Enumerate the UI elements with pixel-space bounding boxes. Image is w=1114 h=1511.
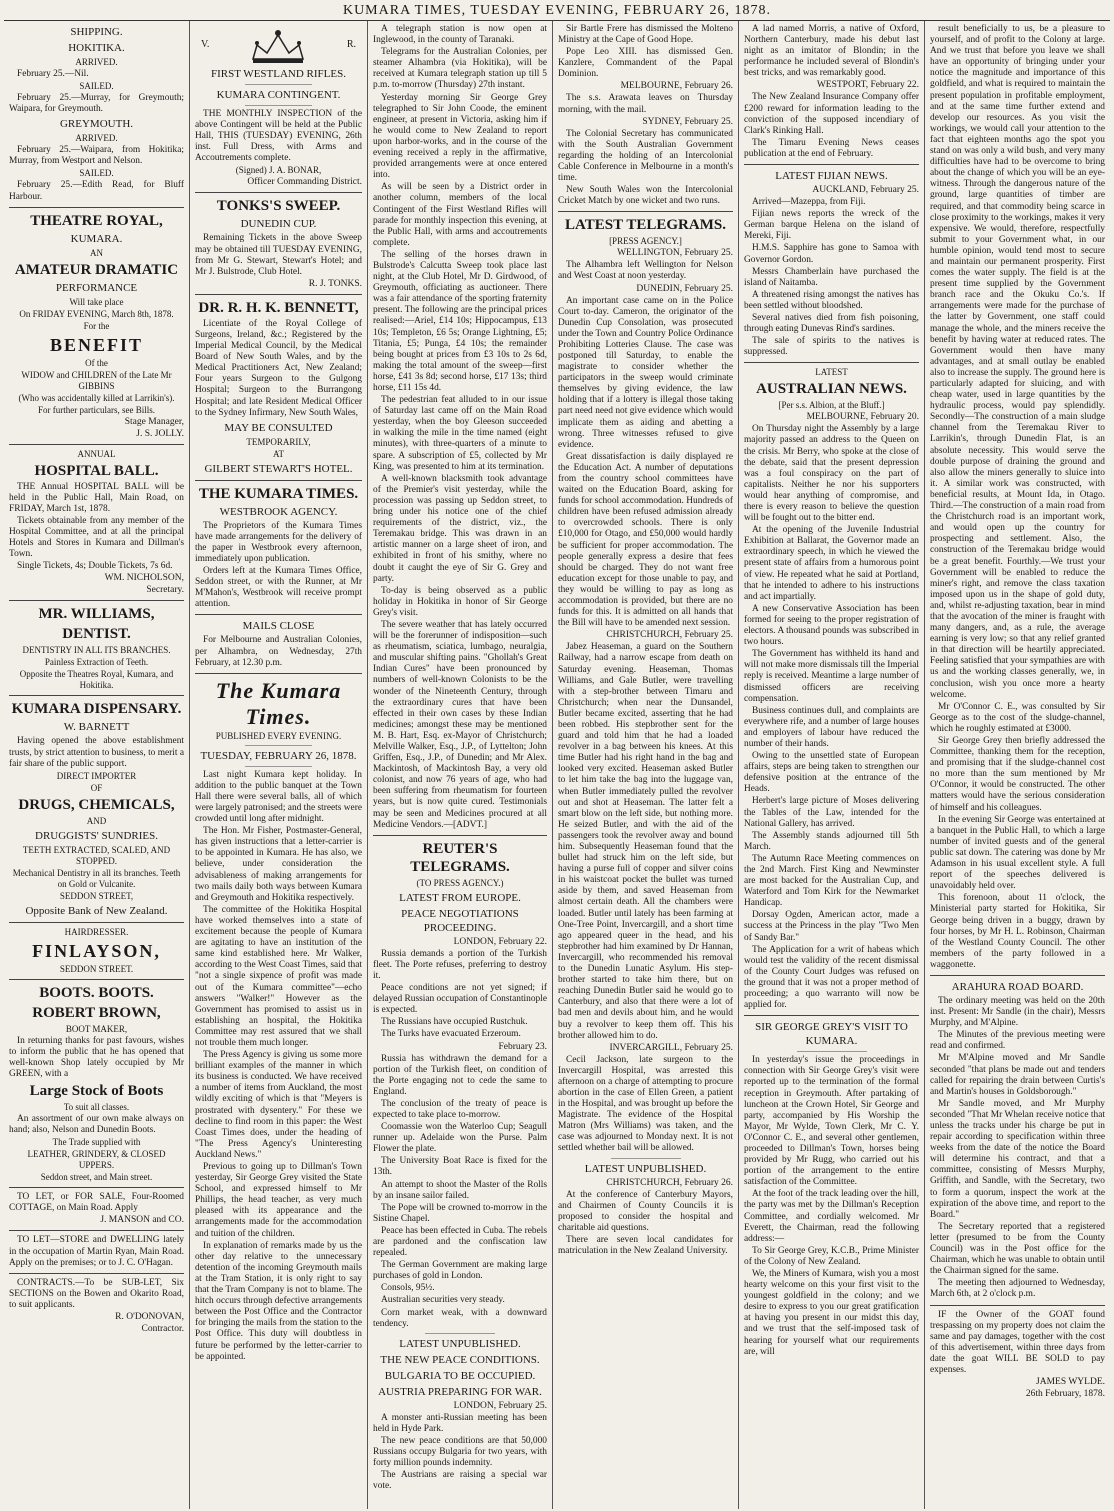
contingent-heading: KUMARA CONTINGENT.: [216, 89, 341, 101]
telegram: Russia demands a portion of the Turkish fleet. The Porte refuses, preferring to destroy it.: [373, 948, 547, 981]
telegram: Pope Leo XIII. has dismissed Gen. Kanzlere, Commandent of the Papal Dominion.: [558, 47, 733, 80]
news-paragraph: As will be seen by a District order in another column, members of the local Contingent of the First Westland Rifles will parade for monthly inspection this evening, at the Public Hall, with arms and accoutrements complete.: [373, 182, 547, 248]
divider: [9, 1273, 184, 1274]
kumara-times-heading: THE KUMARA TIMES.: [198, 485, 359, 502]
dateline: INVERCARGILL, February 25.: [609, 1042, 733, 1053]
greymouth-sailed: February 25.—Edith Read, for Bluff Harbour.: [9, 180, 184, 202]
barnett-text: Having opened the above establishment trusts, by strict attention to business, to merit a fair share of the public support.: [9, 736, 184, 769]
williams-heading: MR. WILLIAMS,: [38, 606, 155, 623]
news-paragraph: Mr O'Connor C. E., was consulted by Sir George as to the cost of the sludge-channel, which he roughly estimated at £3000.: [930, 701, 1105, 734]
australian-news-heading: AUSTRALIAN NEWS.: [756, 381, 907, 398]
divider: [797, 1051, 867, 1052]
divider: [744, 164, 919, 165]
amateur-dramatic: AMATEUR DRAMATIC: [14, 261, 179, 278]
dateline: SYDNEY, February 25.: [642, 116, 733, 127]
suit-all: To suit all classes.: [63, 1102, 130, 1113]
telegram: The Turks have evacuated Erzeroum.: [381, 1029, 521, 1040]
leather-grindery: LEATHER, GRINDERY, & CLOSED UPPERS.: [27, 1149, 166, 1171]
news-paragraph: This forenoon, about 11 o'clock, the Ministerial party started for Hokitika, Sir George being driven in a buggy, drawn by four horses, by Mr H. L. Robinson, Chairman of the Westland County Council. The other members of the party followed in a waggonette.: [930, 893, 1105, 970]
opposite-bank: Opposite Bank of New Zealand.: [25, 904, 168, 917]
greymouth-heading: GREYMOUTH.: [59, 118, 134, 131]
news-paragraph: In yesterday's issue the proceedings in connection with Sir George Grey's visit were reported up to the termination of the formal reception in Greymouth. After partaking of luncheon at the Crown Hotel, Sir George and party, accompanied by His Worship the Mayor, Mr Wylde, Town Clerk, Mr C. Y. O'Connor C. E., and several other gentlemen, proceeded to Dillman's Town, horses being provided by Mr Rugg, who carried out his portion of the arrangement to the entire satisfaction of the Committee.: [744, 1055, 919, 1188]
annual-label: ANNUAL: [77, 448, 116, 459]
column-1: [4, 21, 190, 1509]
news-paragraph: The Government has withheld its hand and will not make more dismissals till the Imperial reply is received. Meantime a large number of dismissed officers are receiving compensation.: [744, 649, 919, 704]
editorial-dateline: TUESDAY, FEBRUARY 26, 1878.: [200, 749, 357, 762]
latest-unpublished: LATEST UNPUBLISHED.: [584, 1162, 707, 1175]
dateline: WESTPORT, February 22.: [816, 80, 919, 91]
divider: [9, 1187, 184, 1188]
telegram: Several natives died from fish poisoning, through eating Dunevas Rind's sardines.: [744, 312, 919, 335]
secretary-label: Secretary.: [146, 585, 184, 596]
westbrook-text-2: Orders left at the Kumara Times Office, Seddon street, or with the Runner, at Mr M'Mahon's, Westbrook will receive prompt attention.: [195, 566, 362, 610]
news-paragraph: The Secretary reported that a registered letter (presumed to be from the County Council) was in the Post office for the Chairman, which he was unable to obtain until the Chairman signed for the same.: [930, 1221, 1105, 1277]
telegram: The sale of spirits to the natives is suppressed.: [744, 336, 919, 358]
news-paragraph: The meeting then adjourned to Wednesday, March 6th, at 2 o'clock p.m.: [930, 1278, 1105, 1300]
news-paragraph: On Thursday night the Assembly by a large majority passed an address to the Queen on the crisis. Mr Berry, who spoke at the close of the debate, said that the present depression was a foul conspiracy on the part of capitalists. Neither he nor his supporters would hear anything of compromise, and there is every reason to believe the question will be fought out to the bitter end.: [744, 424, 919, 524]
divider: [9, 922, 184, 923]
dateline: LONDON, February 25.: [453, 1400, 547, 1411]
performance-date: On FRIDAY EVENING, March 8th, 1878.: [19, 308, 174, 319]
columns: [4, 21, 1110, 1509]
telegram: At the conference of Canterbury Mayors, and Chairmen of County Councils it is proposed to consider the hospital and charitable aid questions.: [558, 1189, 733, 1233]
will-take-place: Will take place: [69, 296, 124, 307]
dateline: LONDON, February 22.: [453, 936, 547, 947]
news-paragraph: To-day is being observed as a public holiday in Hokitika in honor of Sir George Grey's visit.: [373, 585, 547, 618]
robert-brown-heading: ROBERT BROWN,: [32, 1004, 161, 1021]
goat-notice: IF the Owner of the GOAT found trespassing on my property does not claim the same and pay damages, together with the cost of this advertisement, within three days from date the goat WILL BE SOLD to pay expenses.: [930, 1309, 1105, 1375]
telegram: Sir Bartle Frere has dismissed the Molteno Ministry at the Cape of Good Hope.: [558, 24, 733, 46]
telegram: The s.s. Arawata leaves on Thursday morning, with the mail.: [558, 93, 733, 115]
direct-importer: DIRECT IMPORTER: [56, 770, 137, 781]
grey-visit-heading: SIR GEORGE GREY'S VISIT TO KUMARA.: [755, 1021, 908, 1048]
news-paragraph: At the opening of the Juvenile Industrial Exhibition at Ballarat, the Governor made an extraordinary speech, in which he viewed the present state of affairs from a humorous point of view. He repeated what he said at Portland, that he intended to adhere to his instructions and act impartially.: [744, 525, 919, 602]
mails-close: MAILS CLOSE: [242, 620, 315, 633]
and-label: AND: [86, 815, 107, 826]
wylde-signature: JAMES WYLDE.: [1036, 1377, 1105, 1388]
news-paragraph: A telegraph station is now open at Inglewood, in the county of Taranaki.: [373, 24, 547, 46]
telegram: The Timaru Evening News ceases publication at the end of February.: [744, 137, 919, 159]
telegram: H.M.S. Sapphire has gone to Samoa with Governor Gordon.: [744, 243, 919, 265]
news-paragraph: Owing to the unsettled state of European affairs, steps are being taken to strengthen our defensive position at the entrance of the Heads.: [744, 751, 919, 795]
peace-negotiations: PEACE NEGOTIATIONS PROCEEDING.: [401, 907, 519, 934]
arrived-label-2: ARRIVED.: [75, 133, 118, 144]
news-paragraph: The ordinary meeting was held on the 20th inst. Present: Mr Sandle (in the chair), Messrs Murphy, and M'Alpine.: [930, 995, 1105, 1029]
hokitika-arrived: February 25.—Nil.: [17, 69, 89, 79]
news-paragraph: The selling of the horses drawn in Bulstrode's Calcutta Sweep took place last night, at the Club Hotel, Mr D. Girdwood, of Greymouth, officiating as auctioneer. There was a fair attendance of the sporting fraternity present. The following are the principal prices realised:—Ariel, £14 10s; Hippocampus, £13 10s; Templeton, £6 5s; Orange Lightning, £5; Titania, £5; Punga, £4 10s; the remainder being bought at prices from £3 10s to 2s 6d, making the total amount of the sweep—first horse, £41 3s 8d; second horse, £17 13s; third horse, £11 15s 4d.: [373, 249, 547, 393]
news-paragraph: The Autumn Race Meeting commences on the 2nd March. First King and Newminster are most backed for the Australian Cup, and Waterford and Tom Kirk for the Newmarket Handicap.: [744, 853, 919, 909]
divider: [195, 294, 362, 295]
per-albion: [Per s.s. Albion, at the Bluff.]: [778, 400, 885, 411]
editorial-paragraph: The committee of the Hokitika Hospital have worked themselves into a state of excitement because the people of Kumara are agitating to have an institution of the same kind established here. Mr Walker, according to the West Coast Times, said that "not a single sixpence of profit was made out of the Kumara committee"—echo answers "Walker!" However as the Government has promised to assist us in establishing an hospital, the Hokitika Committee may rest assured that we shall not trouble them much longer.: [195, 904, 362, 1048]
telegram: The University Boat Race is fixed for the 13th.: [373, 1156, 547, 1178]
goat-date: 26th February, 1878.: [1025, 1389, 1105, 1400]
assortment-text: An assortment of our own make always on hand; also, Nelson and Dunedin Boots.: [9, 1114, 184, 1136]
to-let-store: TO LET—STORE and DWELLING lately in the occupation of Martin Ryan, Main Road. Apply on the premises; or to J. C. O'Hagan.: [9, 1235, 184, 1268]
divider: [195, 192, 362, 193]
news-paragraph: Sir George Grey then briefly addressed the Committee, thanking them for the reception, and promising that if the sludge-channel cost no more than the sum mentioned by Mr O'Connor, it would be constructed. The other matters would have the serious consideration of himself and his colleagues.: [930, 736, 1105, 813]
divider: [425, 1333, 495, 1334]
telegram: The Pope will be crowned to-morrow in the Sistine Chapel.: [373, 1202, 547, 1224]
mechanical-dentistry: Mechanical Dentistry in all its branches. Teeth on Gold or Vulcanite.: [12, 867, 181, 889]
published-every-evening: PUBLISHED EVERY EVENING.: [215, 730, 342, 741]
royal-crest: [201, 25, 356, 65]
telegram: New South Wales won the Intercolonial Cricket Match by one wicket and two runs.: [558, 185, 733, 207]
telegram: An important case came on in the Police Court to-day. Cameron, the originator of the Dunedin Cup Consolation, was prosecuted under the Town and Country Police Ordinance Prohibiting Lotteries Clause. The case was postponed till Saturday, to enable the magistrate to consider whether the participators in the sweep would criminate themselves by giving evidence, the law holding that if a lottery is illegal those taking part need need not give evidence which would implicate them as aiding and abetting a wrong. Three witnesses refused to give evidence.: [558, 295, 733, 450]
telegram: An attempt to shoot the Master of the Rolls by an insane sailor failed.: [373, 1179, 547, 1201]
telegram: Peace has been effected in Cuba. The rebels are pardoned and the confiscation law repealed.: [373, 1225, 547, 1259]
news-paragraph: Business continues dull, and complaints are everywhere rife, and a number of large houses and employers of labour have reduced the number of their hands.: [744, 705, 919, 749]
column-3: [368, 21, 553, 1509]
news-paragraph: A well-known blacksmith took advantage of the Premier's visit yesterday, while the procession was passing up Seddon street, to bring under his notice one of the chief requirements of the district, viz., the Teremakau bridge. This was drawn in an artistic manner on a large sheet of iron, and exhibited in front of his smithy, where no doubt it caught the eye of Sir G. Grey and party.: [373, 473, 547, 584]
hokitika-heading: HOKITIKA.: [68, 42, 125, 54]
gilbert-stewart-hotel: GILBERT STEWART'S HOTEL.: [204, 462, 353, 475]
signed-bonar: (Signed) J. A. BONAR,: [235, 165, 322, 176]
tonks-signature: R. J. TONKS.: [308, 278, 362, 289]
divider: [930, 1305, 1105, 1306]
particulars: For further particulars, see Bills.: [38, 404, 155, 415]
news-paragraph: At the foot of the track leading over the hill, the party was met by the Dillman's Reception Committee, and cordially welcomed. Mr Everett, the Chairman, read the following address:—: [744, 1189, 919, 1244]
news-paragraph: Mr Sandle moved, and Mr Murphy seconded "That Mr Whelan receive notice that unless the tracks under his charge be put in repair according to specification within three weeks from the date of the notice the Board will determine his contract, and that a committee, consisting of Messrs Murphy, Griffith, and Sandle, with the Secretary, two to form a quorum, inspect the work at the expiration of the above time, and report to the Board.": [930, 1098, 1105, 1220]
news-paragraph: A new Conservative Association has been formed for seeing to the proper registration of electors. A thousand pounds was subscribed in two hours.: [744, 603, 919, 648]
telegram: Russia has withdrawn the demand for a portion of the Turkish fleet, on condition of the Porte engaging not to cede the same to England.: [373, 1053, 547, 1097]
theatre-place: KUMARA.: [70, 232, 123, 245]
of-label: OF: [90, 782, 103, 793]
column-6: [925, 21, 1110, 1509]
divider: [9, 207, 184, 208]
theatre-royal-heading: THEATRE ROYAL,: [30, 212, 163, 229]
dateline: WELLINGTON, February 25.: [617, 248, 733, 259]
greymouth-arrived: February 25.—Waipara, from Hokitika; Murray, from Westport and Nelson.: [9, 145, 184, 167]
divider: [930, 975, 1105, 976]
telegram: Fijian news reports the wreck of the German barque Helena on the island of Mereki, Fiji.: [744, 209, 919, 242]
hospital-ball-text: THE Annual HOSPITAL BALL will be held in the Public Hall, Main Road, on FRIDAY, March 1st, 1878.: [9, 481, 184, 514]
press-agency-label: (TO PRESS AGENCY.): [416, 877, 504, 888]
new-peace-conditions: THE NEW PEACE CONDITIONS.: [380, 1353, 540, 1366]
news-paragraph: The Minutes of the previous meeting were read and confirmed.: [930, 1030, 1105, 1052]
column-4: [553, 21, 739, 1509]
telegram: Corn market weak, with a downward tendency.: [373, 1307, 547, 1329]
sailed-label-2: SAILED.: [79, 168, 114, 179]
news-paragraph: The Assembly stands adjourned till 5th March.: [744, 830, 919, 852]
may-be-consulted: MAY BE CONSULTED: [224, 421, 333, 434]
boot-maker: BOOT MAKER,: [65, 1023, 128, 1034]
drugs-chemicals: DRUGS, CHEMICALS,: [18, 796, 175, 813]
telegram: Australian securities very steady.: [381, 1295, 505, 1306]
contracts-text: CONTRACTS.—To be SUB-LET, Six SECTIONS on the Bowen and Okarito Road, to suit applicants.: [9, 1277, 184, 1310]
trade-supplied: The Trade supplied with: [52, 1137, 141, 1148]
news-paragraph: Telegrams for the Australian Colonies, per steamer Alhambra (via Hokitika), will be received at Kumara telegraph station up till 5 p.m. to-morrow (Thursday) 27th instant.: [373, 47, 547, 91]
divider: [9, 1230, 184, 1231]
dateline: CHRISTCHURCH, February 26.: [606, 1177, 733, 1188]
dateline: AUCKLAND, February 25.: [812, 185, 919, 196]
hokitika-sailed: February 25.—Murray, for Greymouth; Waipara, for Greymouth.: [9, 93, 184, 115]
mails-text: For Melbourne and Australian Colonies, per Alhambra, on Wednesday, 27th February, at 12.30 p.m.: [195, 635, 362, 668]
news-paragraph: We, the Miners of Kumara, wish you a most hearty welcome on this your first visit to the youngest goldfield in the colony; and we desire to express to you our great gratification at having you present in our midst this day, and we trust that the self-imposed task of hearing for yourself what our requirements are, will: [744, 1269, 919, 1357]
westbrook-agency: WESTBROOK AGENCY.: [219, 505, 338, 518]
editorial-paragraph: The Press Agency is giving us some more brilliant examples of the manner in which its business is conducted. We have received a number of items from Auckland, the most wildly exciting of which is that "Meyers is prostrated with dysentery." For these we decline to find room in this paper: the West Coast Times does, under the heading of "The Press Agency's Uninteresting Auckland News.": [195, 1050, 362, 1160]
telegram: The German Government are making large purchases of gold in London.: [373, 1260, 547, 1282]
telegram: There are seven local candidates for matriculation in the New Zealand University.: [558, 1234, 733, 1256]
telegram: Messrs Chamberlain have purchased the island of Naitamba.: [744, 266, 919, 288]
divider: [611, 1158, 681, 1159]
news-paragraph: The Application for a writ of habeas which would test the validity of the recent dismissal of the County Court Judges was refused on the ground that it was not a proper method of proceeding; a quo warranto will now be applied for.: [744, 944, 919, 1011]
of-the: Of the: [85, 357, 108, 368]
at-label: AT: [273, 448, 284, 459]
editorial-paragraph: Last night Kumara kept holiday. In addition to the public banquet at the Town Hall there were several balls, all of which were largely patronised; and the streets were crowded until long after midnight.: [195, 769, 362, 825]
divider: [744, 1015, 919, 1016]
crest-r: R.: [346, 39, 356, 51]
to-let-cottage: TO LET, or FOR SALE, Four-Roomed COTTAGE, on Main Road. Apply: [9, 1192, 184, 1214]
telegram: Jabez Heaseman, a guard on the Southern Railway, had a narrow escape from death on Saturday evening. Heaseman, Thomas Williams, and Gale Butler, were travelling with a step-brother between Timaru and Christchurch; when near the Dunsandel, Butler became excited, asserting that he had been robbed. His stepbrother sent for the guard and told him that he had a loaded revolver in a bag between his knees. At this time Butler had his right hand in the bag and looked very excited. Heaseman asked Butler to let him take the bag into the luggage van, when Butler immediately pulled the revolver out and shot at Heaseman. The latter felt a smart blow on the left side, but nothing more. He seized Butler, and with the aid of the passengers took the revolver away and bound him. Subsequently Heaseman found that the bullet had struck him on the left side, but having a purse full of copper and silver coins in his waistcoat pocket the bullet was turned aside by them, and saved Heaseman from almost certain death. All the chambers were loaded. Butler until lately has been farming at One-Tree Point, Invercargill, and a short time ago appeared queer in the head, and his stepbrother had him examined by Dr Hannan, Invercargill, who recommended his removal to the Dunedin Lunatic Asylum. His step-brother started to take him there, but on reaching Dunedin Butler said he would go to Canterbury, and also that there were a lot of bad men and devils about him, and he would buy a revolver to keep them off. This his brother allowed him to do.: [558, 642, 733, 1041]
dispensary-heading: KUMARA DISPENSARY.: [11, 701, 182, 718]
officer-commanding: Officer Commanding District.: [247, 177, 362, 188]
news-paragraph: In the evening Sir George was entertained at a banquet in the Public Hall, to which a large number of invited guests and of the general public sat down. The catering was done by Mr Adamson in his usual excellent style. A full report of the speeches delivered is unavoidably held over.: [930, 814, 1105, 892]
benefit-heading: BENEFIT: [49, 334, 144, 355]
rifles-heading: FIRST WESTLAND RIFLES.: [211, 68, 346, 80]
telegram: A lad named Morris, a native of Oxford, Northern Canterbury, made his debut last night as an imitator of Blondin; in the performance he included several of Blondin's best tricks, and was remarkably good.: [744, 24, 919, 79]
finlayson-heading: FINLAYSON,: [32, 940, 161, 961]
address-salutation: To Sir George Grey, K.C.B., Prime Minister of the Colony of New Zealand.: [744, 1245, 919, 1267]
crest-v: V.: [201, 39, 210, 51]
news-paragraph: Mr M'Alpine moved and Mr Sandle seconded "that plans be made out and tenders called for repairing the drain between Curtis's and Martin's houses in Goldsborough.": [930, 1053, 1105, 1097]
dateline: MELBOURNE, February 20.: [806, 412, 919, 423]
telegram: A threatened rising amongst the natives has been settled without bloodshed.: [744, 289, 919, 311]
news-paragraph: Dorsay Ogden, American actor, made a success at the Princess in the play "Two Men of Sandy Bar.": [744, 910, 919, 943]
hospital-ball-heading: HOSPITAL BALL.: [34, 462, 159, 479]
news-paragraph: The pedestrian feat alluded to in our issue of Saturday last came off on the Main Road yesterday, when the boy Gleeson succeeded in walking the mile in the time named (eight minutes), with three-quarters of a minute to spare. A subscription of £5, collected by Mr King, was presented to him at its termination.: [373, 395, 547, 472]
ticket-prices: Single Tickets, 4s; Double Tickets, 7s 6d.: [17, 561, 173, 572]
contractor-label: Contractor.: [141, 1324, 184, 1334]
divider: [373, 835, 547, 836]
seddon-main: Seddon street, and Main street.: [40, 1172, 153, 1183]
crown-icon: [243, 25, 313, 65]
teeth-extracted: TEETH EXTRACTED, SCALED, AND STOPPED.: [22, 844, 171, 866]
fijian-news-heading: LATEST FIJIAN NEWS.: [775, 170, 888, 183]
dentist-address: Opposite the Theatres Royal, Kumara, and Hokitika.: [19, 669, 174, 691]
for-the: For the: [83, 320, 110, 331]
arahura-heading: ARAHURA ROAD BOARD.: [951, 980, 1084, 993]
divider: [9, 695, 184, 696]
divider: [195, 480, 362, 481]
press-agency-label: [PRESS AGENCY.]: [609, 236, 682, 247]
telegram: Consols, 95½.: [381, 1283, 435, 1294]
divider: [195, 614, 362, 615]
stage-manager: Stage Manager,: [124, 416, 184, 427]
austria-war: AUSTRIA PREPARING FOR WAR.: [378, 1385, 542, 1398]
column-5: [739, 21, 925, 1509]
accident-note: (Who was accidentally killed at Larrikin's).: [18, 392, 175, 403]
address-continued: result beneficially to us, be a pleasure to yourself, and of profit to the Colony at large. And we trust that before you leave we shall have an opportunity of bringing under your notice the magnitude and importance of this goldfield, and what is required to maintain the present population in profitable employment, and at the same time further extend and develop our resources. As you visit the workings, we would call your attention to the fact that eighteen months ago the spot you stand on was only a wild bush, and very many difficulties have had to be overcome to bring about the change of which you will be an eye-witness. Through the dangerous nature of the ground, large quantities of timber are required, and that commodity being scarce in close proximity to the workings, makes it very expensive. We would, therefore, respectfully submit to your Government what, in our humble opinion, would tend most to secure and maintain our permanent prosperity. First comes the water supply. The field is at the present time supplied by the Government branch race and the Okuku Co.'s. If arrangements were made for the purchase of the latter by Government, one staff could manage the whole, and the miners receive the benefit by having water at reduced rates. The Government would then have many advantages, and at small outlay be enabled also to increase the supply. The ground here is particularly adapted for sluicing, and with cheap water, used in large quantities by the hydraulic process, would pay splendidly. Secondly—The construction of a main sludge channel from the Teremakau River to Larrikin's, through Dunedin Flat, is an absolute necessity. This would serve the double purpose of draining the ground and also allow the miners generally to sluice into it. A similar work was constructed, with beneficial results, at Mount Ida, in Otago. Third.—The construction of a main road from the Christchurch road is an important work, and would open up the country for prospecting and settlement. Also, the construction of the Teremakau bridge would be a great benefit. Fourthly.—We trust your Government will be enabled to reduce the miner's right, and remove the class taxation imposed upon us in the shape of gold duty, and, whilst re-adjusting taxation, bear in mind that the avocation of the miner is fraught with many dangers, and, as a rule, the average earning is very low; so that any relief granted in that direction will be heartily appreciated. Feeling satisfied that your sympathies are with us and the working classes generally, we, in conclusion, wish you once more a hearty welcome.: [930, 24, 1105, 700]
widow-children: WIDOW and CHILDREN of the Late Mr GIBBINS: [21, 369, 172, 391]
dentist-heading: DENTIST.: [62, 626, 131, 643]
bulgaria-occupied: BULGARIA TO BE OCCUPIED.: [384, 1369, 536, 1382]
dateline: DUNEDIN, February 25.: [636, 283, 733, 294]
divider: [9, 979, 184, 980]
divider: [558, 211, 733, 212]
telegram: Great dissatisfaction is daily displayed re the Education Act. A number of deputations from the country school committees have waited on the Education Board, asking for funds for school accommodation. Hundreds of children have been refused admission already to overcrowded schools. There is only £10,000 for Otago, and £50,000 would hardly be sufficient for proper accommodation. The people generally express a desire that fees should be charged. They do not want free education except for those unable to pay, and they would be willing to pay as long as accommodation is provided, but there are no funds for this. It is admitted on all hands that the Bill will have to be amended next session.: [558, 451, 733, 629]
telegram: The Colonial Secretary has communicated with the South Australian Government regarding the holding of an Intercolonial Cable Conference in Melbourne in a month's time.: [558, 128, 733, 184]
bennett-text: Licentiate of the Royal College of Surgeons, Ireland, &c.; Registered by the Imperial Medical Council, by the Medical Board of New South Wales, and by the Medical Practitioners Act, New Zealand; Four years Surgeon to the Gulgong Hospital; Surgeon to the Burrangong Hospital; and late Resident Medical Officer to the Sydney Infirmary, New South Wales,: [195, 318, 362, 418]
divider: [744, 362, 919, 363]
latest-europe: LATEST FROM EUROPE.: [399, 891, 521, 904]
telegram: The New Zealand Insurance Company offer £200 reward for information leading to the conviction of the supposed incendiary of Clark's Rinking Hall.: [744, 92, 919, 136]
news-paragraph: The severe weather that has lately occurred will be the forerunner of indisposition—such as rheumatism, sciatica, lumbago, neuralgia, and muscular shifting pains. "Ghollah's Great Indian Cures" have been pronounced by numbers of well-known Colonists to be the wonder of the Nineteenth Century, through the extraordinary cures that have been effected in their own cases by these Indian medicines; amongst these may be mentioned M. B. Hart, Esq. ex-Mayor of Christchurch; Melville Walker, Esq., J.P., of Lyttelton; John Griffen, Esq., J.P., of Dunedin; and Mr Alex. Mackintosh, of Mackintosh Bay, a very old colonist, and now 76 years of age, who had been suffering from rheumatism for fourteen years, but is now quite cured. Testimonials may be seen and Medicines procured at all Medicine Vendors.—[ADVT.]: [373, 619, 547, 830]
divider: [245, 105, 312, 106]
seddon-street: SEDDON STREET,: [59, 890, 134, 901]
reuters-heading: REUTER'S TELEGRAMS.: [410, 840, 510, 875]
telegram: Coomassie won the Waterloo Cup; Seagull runner up. Adelaide won the Purse. Palm Flower the plate.: [373, 1122, 547, 1155]
latest-unpublished: LATEST UNPUBLISHED.: [399, 1337, 521, 1350]
latest-label: LATEST: [815, 367, 848, 378]
latest-telegrams-heading: LATEST TELEGRAMS.: [565, 217, 726, 234]
dentistry-branches: DENTISTRY IN ALL ITS BRANCHES.: [22, 645, 171, 656]
telegram: The new peace conditions are that 50,000 Russians occupy Bulgaria for two years, with forty million pounds indemnity.: [373, 1435, 547, 1469]
tonks-text: Remaining Tickets in the above Sweep may be obtained till TUESDAY EVENING, from Mr G. Stewart, Stewart's Hotel; and Mr J. Bulstrode, Club Hotel.: [195, 233, 362, 277]
bennett-heading: DR. R. H. K. BENNETT,: [198, 299, 359, 316]
manson-signature: J. MANSON and CO.: [100, 1215, 184, 1226]
tickets-text: Tickets obtainable from any member of the Hospital Committee, and at all the principal Hotels and Stores in Kumara and Dillman's Town.: [9, 515, 184, 560]
dateline: CHRISTCHURCH, February 25.: [606, 630, 733, 641]
divider: [195, 673, 362, 674]
editorial-paragraph: Previous to going up to Dillman's Town yesterday, Sir George Grey visited the State School, and expressed himself to Mr Phillips, the head teacher, as very much pleased with its appearance and the arrangements made for the accommodation and tuition of the children.: [195, 1162, 362, 1239]
news-paragraph: Herbert's large picture of Moses delivering the Tables of the Law, intended for the National Gallery, has arrived.: [744, 796, 919, 829]
dunedin-cup: DUNEDIN CUP.: [240, 218, 317, 231]
divider: [9, 600, 184, 601]
performance: PERFORMANCE: [55, 281, 138, 294]
telegram: A monster anti-Russian meeting has been held in Hyde Park.: [373, 1412, 547, 1434]
temporarily: TEMPORARILY,: [246, 436, 311, 447]
odonovan-signature: R. O'DONOVAN,: [115, 1312, 184, 1322]
hairdresser-label: HAIRDRESSER.: [64, 926, 129, 937]
telegram: Arrived—Mazeppa, from Fiji.: [752, 197, 866, 208]
nameplate: The Kumara Times.: [215, 677, 342, 729]
arrived-label: ARRIVED.: [75, 57, 118, 67]
sailed-label: SAILED.: [79, 81, 114, 92]
news-paragraph: Yesterday morning Sir George Grey telegraphed to Sir John Coode, the eminent engineer, at present in Victoria, asking him if he would come to New Zealand to report upon harbor-works, and in the course of the evening received a reply in the affirmative, provided arrangements were at once entered into.: [373, 92, 547, 181]
boots-heading: BOOTS. BOOTS.: [39, 984, 154, 1001]
divider: [245, 766, 312, 767]
telegram: Cecil Jackson, late surgeon to the Invercargill Hospital, was arrested this afternoon on a charge of attempting to procure abortion in the case of Ellen Green, a patient in the Hospital, and was brought up before the Magistrate. The evidence of the Hospital Matron (Mrs Williams) was taken, and the case was adjourned to Monday next. It is not settled whether bail will be allowed.: [558, 1054, 733, 1154]
editorial-paragraph: The Hon. Mr Fisher, Postmaster-General, has given instructions that a letter-carrier is to be appointed in Kumara. He has also, we believe, under consideration the advisableness of making arrangements for two mails daily both ways between Kumara and Greymouth and Hokitika respectively.: [195, 826, 362, 903]
shipping-title: SHIPPING.: [70, 26, 123, 38]
tonks-sweep-heading: TONKS'S SWEEP.: [216, 198, 341, 215]
divider: [9, 444, 184, 445]
telegram: The Alhambra left Wellington for Nelson and West Coast at noon yesterday.: [558, 260, 733, 282]
painless-extraction: Painless Extraction of Teeth.: [44, 657, 149, 668]
seddon-street-2: SEDDON STREET.: [59, 963, 134, 974]
brown-text: In returning thanks for past favours, wishes to inform the public that he has opened that well-known Shop lately occupied by Mr GREEN, with a: [9, 1035, 184, 1079]
an-label: AN: [90, 247, 103, 258]
large-stock: Large Stock of Boots: [29, 1083, 164, 1100]
masthead: KUMARA TIMES, TUESDAY EVENING, FEBRUARY 26, 1878.: [4, 2, 1110, 21]
jolly-signature: J. S. JOLLY.: [136, 428, 184, 439]
dateline: February 23.: [498, 1041, 547, 1052]
inspection-text: THE MONTHLY INSPECTION of the above Contingent will be held at the Public Hall, THIS (TUESDAY) EVENING, 26th inst. Full Dress, with Arms and Accoutrements complete.: [195, 109, 362, 164]
telegram: Peace conditions are not yet signed; if delayed Russian occupation of Constantinople is expected.: [373, 983, 547, 1016]
telegram: The conclusion of the treaty of peace is expected to take place to-morrow.: [373, 1098, 547, 1120]
druggists-sundries: DRUGGISTS' SUNDRIES.: [35, 829, 158, 842]
divider: [245, 745, 312, 746]
telegram: The Russians have occupied Rustchuk.: [381, 1017, 528, 1028]
editorial-paragraph: In explanation of remarks made by us the other day relative to the unnecessary detention of the incoming Greymouth mails at the Tram Station, it is only right to say that the Tram Company is not to blame. The hitch occurs through defective arrangements between the Post Office and the Contractor for bringing the mails from the station to the Post Office. This duty will doubtless in future be performed by the letter-carrier to be appointed.: [195, 1240, 362, 1362]
telegram: The Austrians are raising a special war vote.: [373, 1470, 547, 1492]
dateline: MELBOURNE, February 26.: [620, 81, 733, 92]
westbrook-text-1: The Proprietors of the Kumara Times have made arrangements for the delivery of the paper in Westbrook every afternoon, immediately upon publication.: [195, 520, 362, 564]
barnett-name: W. BARNETT: [63, 721, 130, 734]
nicholson-signature: WM. NICHOLSON,: [104, 573, 184, 584]
divider: [245, 84, 312, 85]
column-2: [190, 21, 368, 1509]
